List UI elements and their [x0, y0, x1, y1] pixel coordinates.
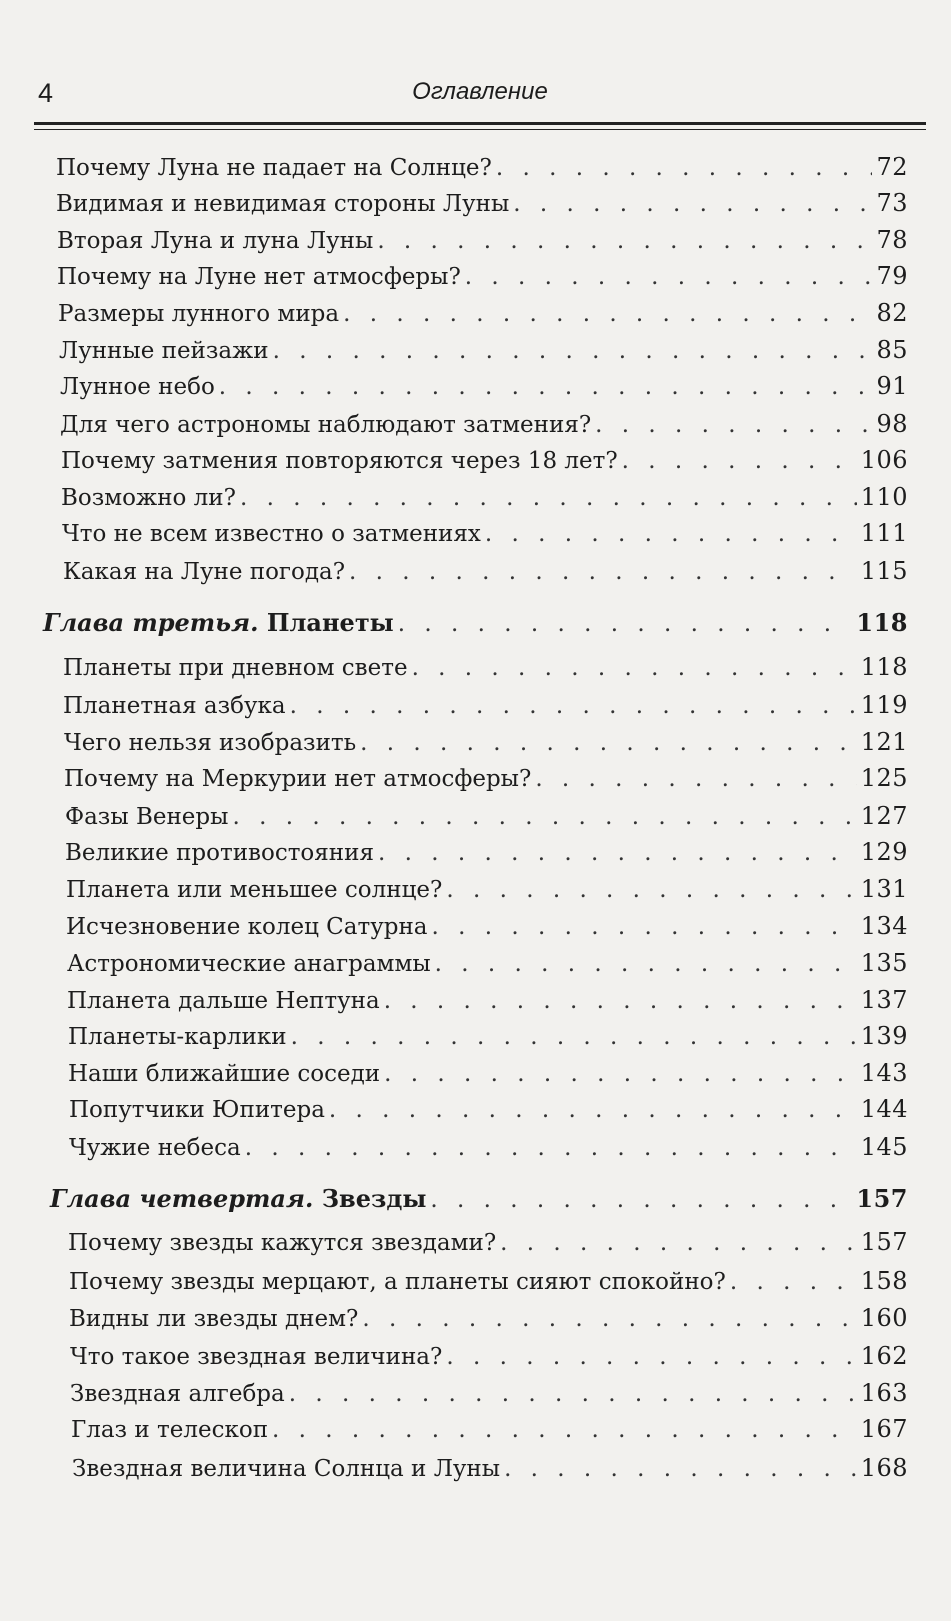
- dot-leader: [535, 764, 856, 794]
- toc-entry-title: Почему на Меркурии нет атмосферы?: [64, 766, 532, 792]
- toc-page-number: 118: [860, 653, 908, 681]
- header-rule-thin: [34, 129, 926, 130]
- toc-page-number: 118: [856, 608, 908, 637]
- dot-leader: [232, 802, 856, 832]
- toc-entry: [72, 1453, 908, 1484]
- toc-entry-title: Почему Луна не падает на Солнце?: [56, 155, 492, 181]
- toc-entry: [57, 225, 908, 256]
- dot-leader: [240, 483, 857, 513]
- dot-leader: [622, 446, 857, 476]
- running-title: Оглавление: [412, 78, 548, 105]
- toc-page-number: 111: [860, 519, 908, 547]
- toc-entry-title: Великие противостояния: [65, 840, 374, 866]
- toc-chapter-entry: [43, 608, 908, 639]
- toc-entry: [65, 801, 908, 832]
- toc-page-number: 119: [860, 691, 908, 719]
- toc-entry-title: Глаз и телескоп: [71, 1417, 269, 1443]
- toc-entry: [62, 518, 908, 549]
- toc-entry: [69, 1132, 908, 1163]
- toc-entry-title: Астрономические анаграммы: [67, 951, 431, 977]
- toc-entry-title: Планеты при дневном свете: [63, 655, 408, 681]
- page-header: [34, 70, 926, 110]
- toc-entry-title: Планеты-карлики: [68, 1024, 287, 1050]
- chapter-label: Глава третья.: [43, 608, 259, 637]
- toc-entry: [63, 652, 908, 683]
- toc-page-number: 167: [860, 1415, 908, 1443]
- toc-entry-title: Размеры лунного мира: [58, 301, 340, 327]
- toc-entry: [67, 948, 908, 979]
- dot-leader: [360, 728, 857, 758]
- toc-entry-title: Лунное небо: [60, 374, 215, 400]
- toc-entry: [70, 1378, 908, 1409]
- toc-entry: [61, 445, 908, 476]
- toc-entry: [63, 556, 908, 587]
- dot-leader: [485, 519, 857, 549]
- dot-leader: [435, 949, 857, 979]
- toc-page-number: 162: [860, 1342, 908, 1370]
- toc-entry-title: Вторая Луна и луна Луны: [57, 228, 374, 254]
- toc-entry-title: Звездная величина Солнца и Луны: [72, 1456, 501, 1482]
- toc-entry: [63, 690, 908, 721]
- chapter-label: Глава четвертая.: [50, 1184, 314, 1213]
- toc-page-number: 85: [876, 336, 908, 364]
- toc-entry-title: Видимая и невидимая стороны Луны: [56, 191, 510, 217]
- dot-leader: [384, 986, 857, 1016]
- toc-page-number: 143: [860, 1059, 908, 1087]
- toc-entry-title: Лунные пейзажи: [59, 338, 269, 364]
- toc-entry: [59, 335, 908, 366]
- toc-entry: [68, 1021, 908, 1052]
- toc-page-number: 157: [860, 1228, 908, 1256]
- dot-leader: [272, 1415, 857, 1445]
- toc-page-number: 135: [860, 949, 908, 977]
- dot-leader: [412, 653, 857, 683]
- toc-entry-title: Почему звезды кажутся звездами?: [68, 1230, 497, 1256]
- toc-entry-title: Планета или меньшее солнце?: [66, 877, 443, 903]
- toc-chapter-entry: [50, 1184, 908, 1215]
- dot-leader: [504, 1454, 857, 1484]
- dot-leader: [432, 912, 857, 942]
- dot-leader: [384, 1059, 857, 1089]
- toc-entry: [65, 837, 908, 868]
- toc-entry: [56, 188, 908, 219]
- toc-entry: [61, 482, 908, 513]
- toc-entry: [56, 152, 908, 183]
- toc-entry: [58, 298, 908, 329]
- dot-leader: [465, 262, 873, 292]
- dot-leader: [219, 372, 873, 402]
- toc-entry-title: Возможно ли?: [61, 485, 236, 511]
- toc-page-number: 125: [860, 764, 908, 792]
- toc-page-number: 144: [860, 1095, 908, 1123]
- chapter-name: Планеты: [258, 608, 394, 637]
- toc-page-number: 78: [876, 226, 908, 254]
- toc-page-number: 127: [860, 802, 908, 830]
- toc-page-number: 158: [860, 1267, 908, 1295]
- toc-page-number: 129: [860, 838, 908, 866]
- dot-leader: [362, 1304, 856, 1334]
- toc-entry: [60, 409, 908, 440]
- toc-page-number: 157: [856, 1184, 908, 1213]
- toc-entry-title: Для чего астрономы наблюдают затмения?: [60, 412, 592, 438]
- chapter-name: Звезды: [313, 1184, 427, 1213]
- toc-page-number: 160: [860, 1304, 908, 1332]
- dot-leader: [377, 226, 872, 256]
- dot-leader: [513, 189, 872, 219]
- toc-entry: [69, 1303, 908, 1334]
- toc-entry-title: Чужие небеса: [69, 1135, 241, 1161]
- toc-entry-title: Исчезновение колец Сатурна: [66, 914, 428, 940]
- toc-entry: [64, 763, 908, 794]
- toc-page-number: 106: [860, 446, 908, 474]
- toc-entry: [64, 727, 908, 758]
- toc-entry-title: Попутчики Юпитера: [69, 1097, 325, 1123]
- toc-page-number: 115: [860, 557, 908, 585]
- toc-entry: [69, 1266, 908, 1297]
- toc-entry: [60, 371, 908, 402]
- toc-entry-title: Чего нельзя изобразить: [64, 730, 357, 756]
- toc-entry: [68, 1227, 908, 1258]
- toc-entry: [57, 261, 908, 292]
- toc-page-number: 168: [860, 1454, 908, 1482]
- toc-entry-title: [43, 608, 394, 638]
- toc-page-number: 139: [860, 1022, 908, 1050]
- dot-leader: [290, 691, 857, 721]
- toc-entry-title: Почему на Луне нет атмосферы?: [57, 264, 461, 290]
- toc-page-number: 98: [876, 410, 908, 438]
- toc-page-number: 110: [860, 483, 908, 511]
- toc-page-number: 134: [860, 912, 908, 940]
- toc-page-number: 72: [876, 153, 908, 181]
- toc-entry-title: Планета дальше Нептуна: [67, 988, 380, 1014]
- toc-entry-title: Наши ближайшие соседи: [68, 1061, 381, 1087]
- dot-leader: [496, 153, 873, 183]
- dot-leader: [291, 1022, 857, 1052]
- toc-entry: [68, 1058, 908, 1089]
- toc-entry-title: Что такое звездная величина?: [70, 1344, 443, 1370]
- toc-page-number: 91: [876, 372, 908, 400]
- toc-entry: [69, 1094, 908, 1125]
- toc-entry-title: [50, 1184, 426, 1214]
- toc-page-number: 145: [860, 1133, 908, 1161]
- toc-entry-title: Почему звезды мерцают, а планеты сияют спокойно?: [69, 1269, 726, 1295]
- toc-page-number: 79: [876, 262, 908, 290]
- toc-entry-title: Что не всем известно о затмениях: [62, 521, 481, 547]
- dot-leader: [446, 875, 856, 905]
- dot-leader: [343, 299, 872, 329]
- dot-leader: [289, 1379, 857, 1409]
- header-rule-thick: [34, 122, 926, 125]
- toc-entry-title: Фазы Венеры: [65, 804, 229, 830]
- toc-page-number: 73: [876, 189, 908, 217]
- dot-leader: [446, 1342, 856, 1372]
- toc-entry-title: Планетная азбука: [63, 693, 286, 719]
- dot-leader: [349, 557, 857, 587]
- toc-entry-title: Видны ли звезды днем?: [69, 1306, 359, 1332]
- toc-page-number: 82: [876, 299, 908, 327]
- page-number: 4: [38, 78, 54, 108]
- toc-entry-title: Звездная алгебра: [70, 1381, 285, 1407]
- dot-leader: [273, 336, 873, 366]
- dot-leader: [329, 1095, 857, 1125]
- toc-page-number: 163: [860, 1379, 908, 1407]
- dot-leader: [595, 410, 872, 440]
- dot-leader: [245, 1133, 857, 1163]
- dot-leader: [730, 1267, 857, 1297]
- dot-leader: [378, 838, 857, 868]
- toc-entry: [71, 1414, 908, 1445]
- toc-entry-title: Какая на Луне погода?: [63, 559, 346, 585]
- dot-leader: [500, 1228, 857, 1258]
- dot-leader: [430, 1185, 852, 1215]
- toc-page-number: 137: [860, 986, 908, 1014]
- toc-entry-title: Почему затмения повторяются через 18 лет?: [61, 448, 618, 474]
- toc-page-number: 121: [860, 728, 908, 756]
- dot-leader: [398, 609, 853, 639]
- toc-entry: [70, 1341, 908, 1372]
- toc-entry: [67, 985, 908, 1016]
- toc-page-number: 131: [860, 875, 908, 903]
- toc-entry: [66, 911, 908, 942]
- toc-entry: [66, 874, 908, 905]
